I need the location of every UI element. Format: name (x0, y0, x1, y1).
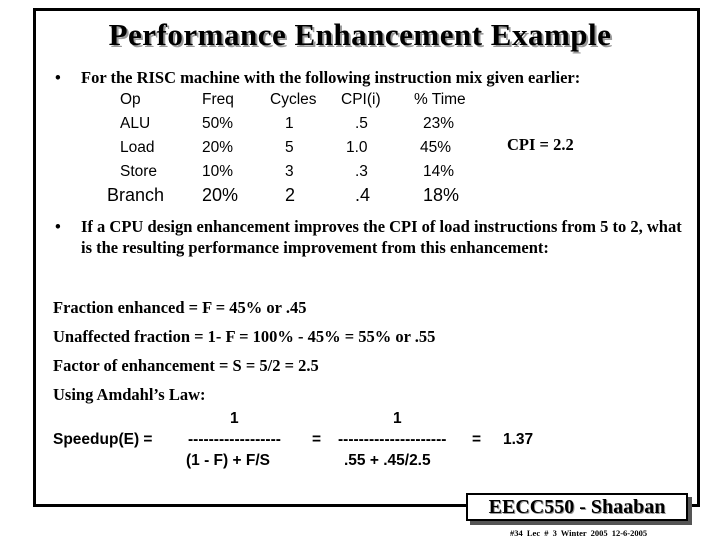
bullet-text: For the RISC machine with the following instruction mix given earlier: (81, 68, 581, 87)
table-header-time: % Time (414, 91, 466, 108)
slide-footer: #34 Lec # 3 Winter 2005 12-6-2005 (510, 528, 648, 538)
table-cell: 2 (285, 185, 296, 205)
bullet-dot: • (55, 68, 61, 87)
table-cell: .3 (355, 163, 368, 180)
table-cell: 18% (423, 185, 460, 205)
table-cell: Load (120, 139, 155, 156)
speedup-result: 1.37 (503, 431, 534, 448)
table-cell: ALU (120, 115, 151, 132)
table-cell: 10% (202, 163, 234, 180)
fraction-bar-1: ------------------ (188, 431, 281, 448)
course-badge: EECC550 - Shaaban (466, 493, 688, 521)
table-cell: 5 (285, 139, 294, 156)
equals-sign: = (472, 431, 482, 448)
equals-sign: = (312, 431, 322, 448)
table-cell: 1.0 (346, 139, 368, 156)
table-header-cpi: CPI(i) (341, 91, 381, 108)
calc-unaffected-fraction: Unaffected fraction = 1- F = 100% - 45% = 55% or .55 (53, 327, 436, 346)
table-cell: 14% (423, 163, 455, 180)
table-cell: 50% (202, 115, 234, 132)
table-cell: 23% (423, 115, 455, 132)
table-cell: 20% (202, 139, 234, 156)
table-header-op: Op (120, 91, 141, 108)
bullet-dot: • (55, 217, 61, 236)
calc-amdahl-heading: Using Amdahl’s Law: (53, 385, 206, 404)
table-header-cycles: Cycles (270, 91, 317, 108)
calc-factor-enhancement: Factor of enhancement = S = 5/2 = 2.5 (53, 356, 319, 375)
table-cell: .4 (355, 185, 371, 205)
table-cell: 20% (202, 185, 239, 205)
cpi-note: CPI = 2.2 (507, 135, 574, 154)
speedup-denominator-2: .55 + .45/2.5 (344, 452, 431, 469)
speedup-label: Speedup(E) = (53, 431, 153, 448)
bullet-text: If a CPU design enhancement improves the CPI of load instructions from 5 to 2, what is the resulting performance improvement from this enhancement: (81, 217, 682, 257)
table-cell: 3 (285, 163, 294, 180)
slide-title: Performance Enhancement Example (108, 17, 612, 52)
table-header-freq: Freq (202, 91, 234, 108)
table-cell: .5 (355, 115, 368, 132)
fraction-bar-2: --------------------- (338, 431, 447, 448)
speedup-denominator-1: (1 - F) + F/S (186, 452, 270, 469)
table-cell: Branch (107, 185, 165, 205)
calc-fraction-enhanced: Fraction enhanced = F = 45% or .45 (53, 298, 307, 317)
table-cell: Store (120, 163, 158, 180)
speedup-numerator-1: 1 (230, 410, 239, 427)
speedup-numerator-2: 1 (393, 410, 402, 427)
table-cell: 45% (420, 139, 452, 156)
table-cell: 1 (285, 115, 294, 132)
